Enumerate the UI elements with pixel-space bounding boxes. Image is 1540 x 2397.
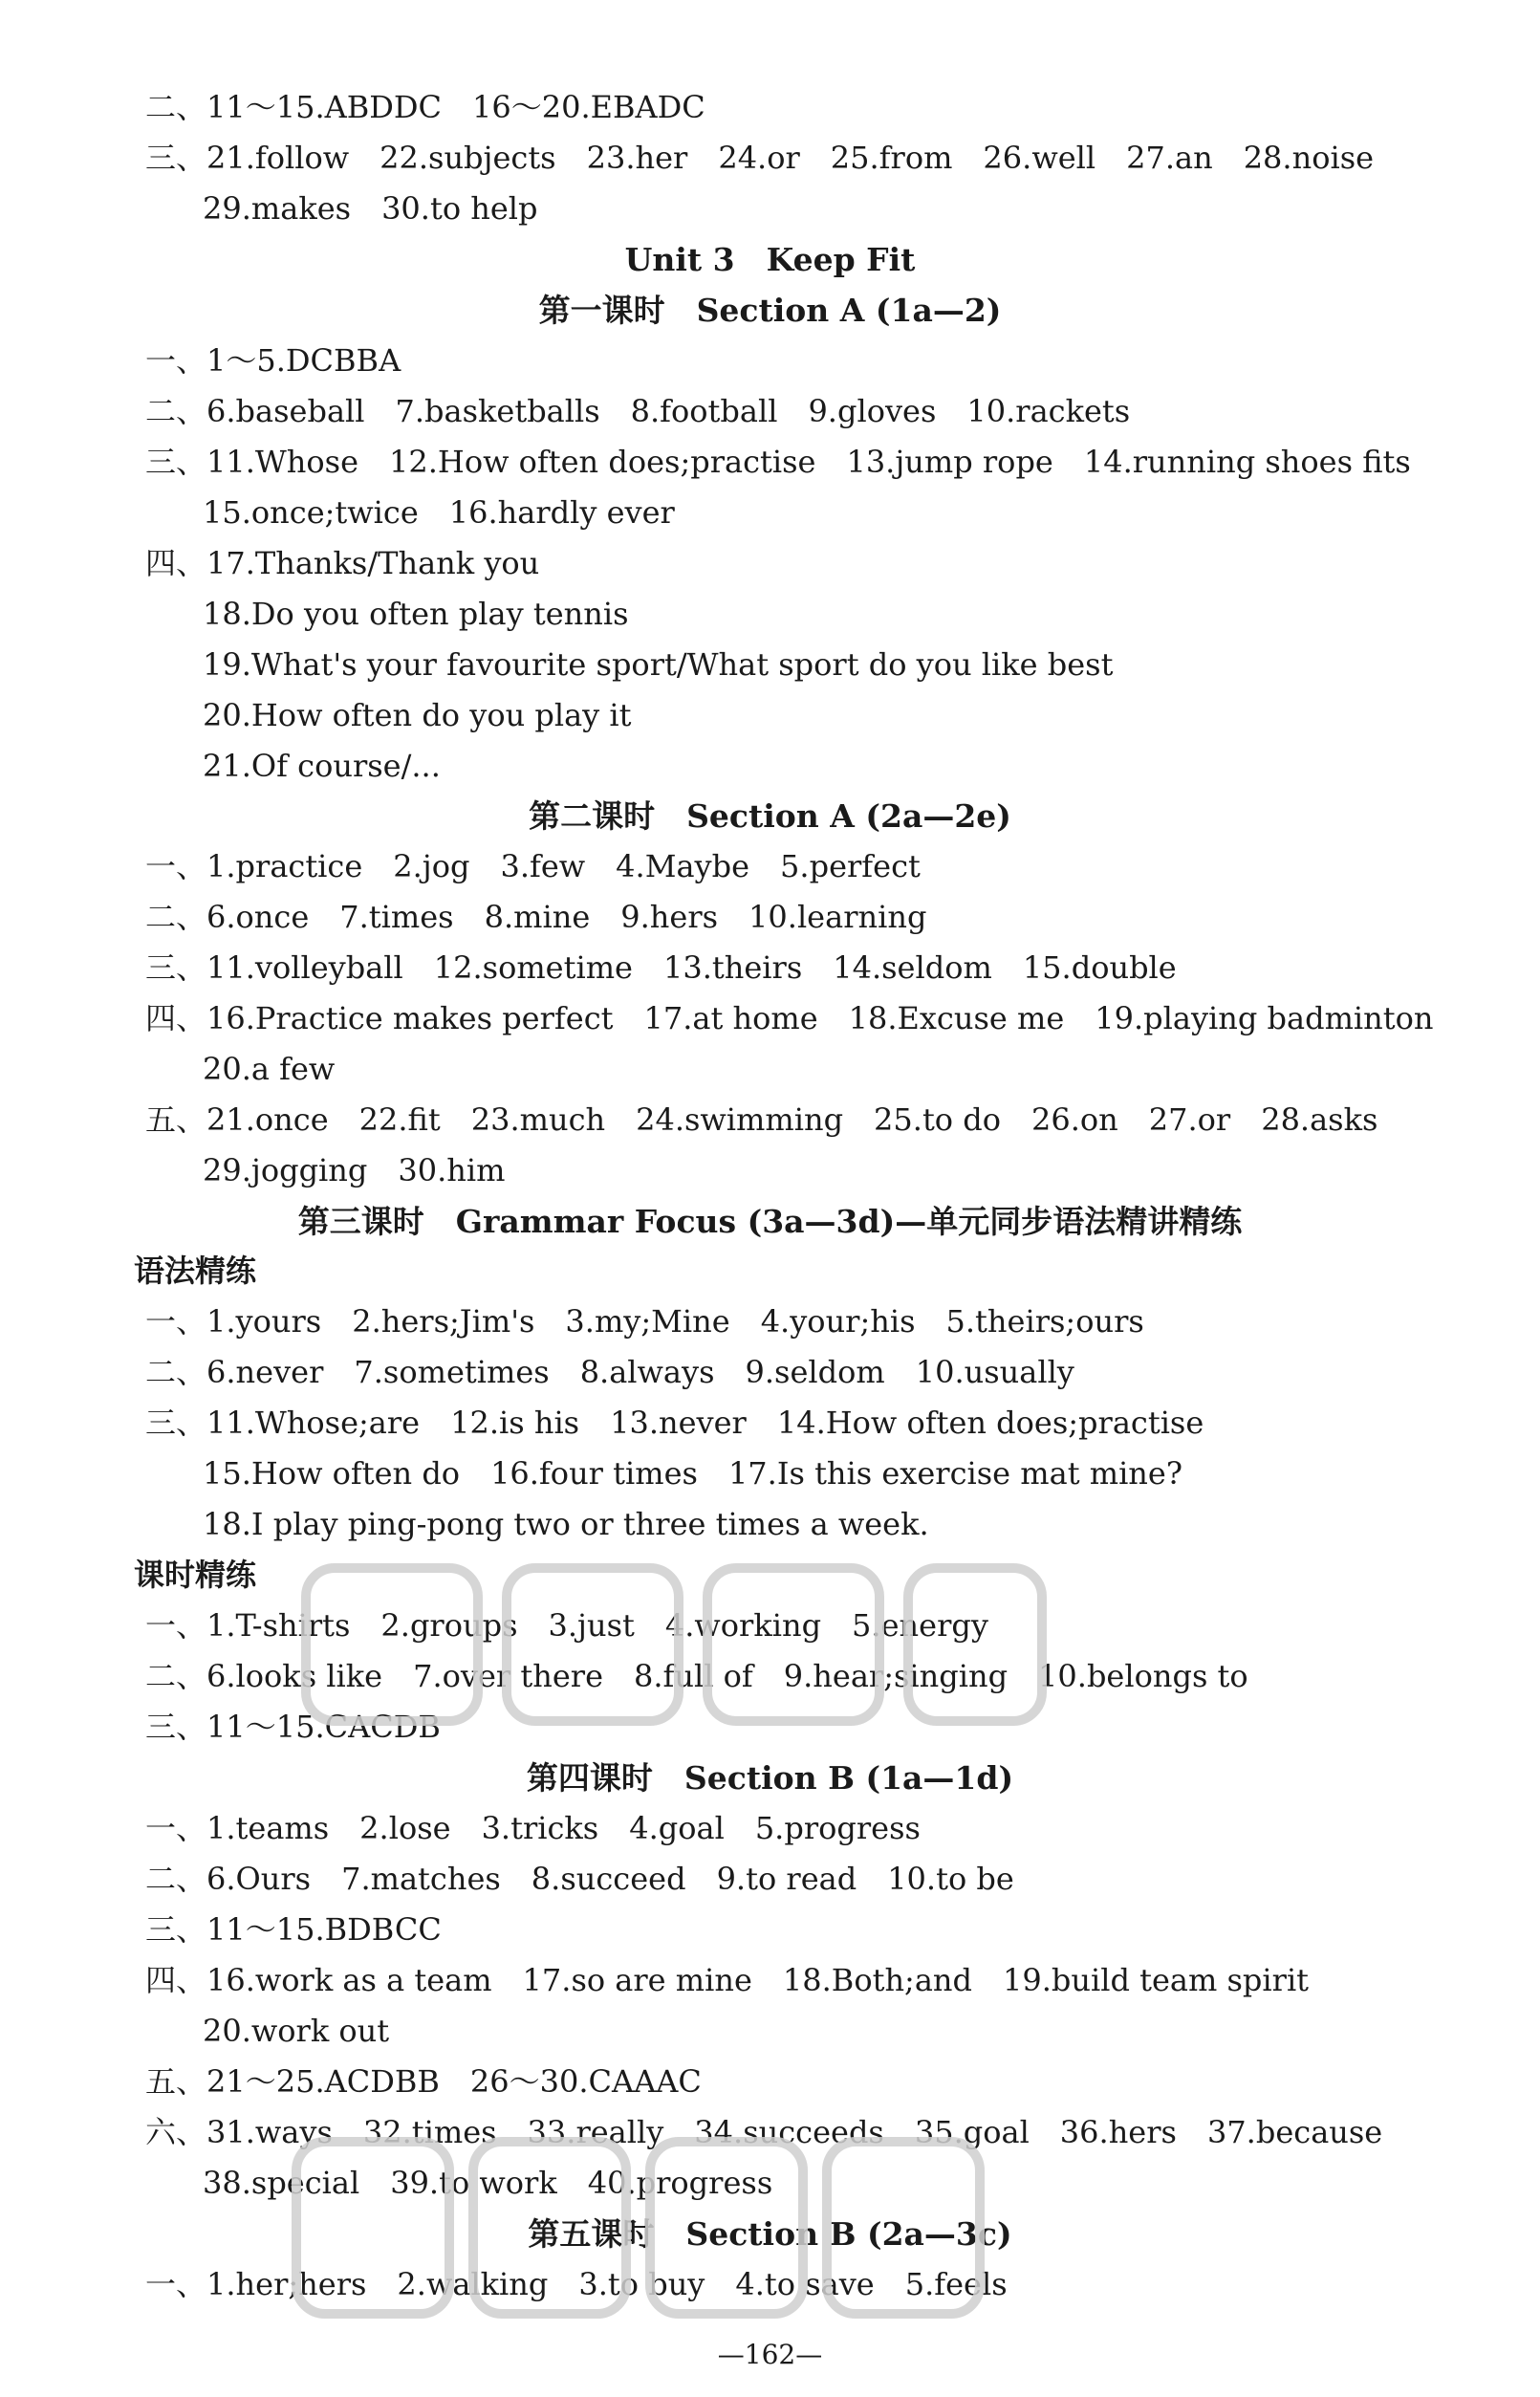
answer-line: 18.Do you often play tennis	[203, 596, 629, 632]
answer-line: 三、11.Whose 12.How often does;practise 13.jump rope 14.running shoes fits	[145, 444, 1411, 480]
answer-line: 三、21.follow 22.subjects 23.her 24.or 25.from 26.well 27.an 28.noise	[145, 140, 1375, 176]
answer-line: 四、16.Practice makes perfect 17.at home 18.Excuse me 19.playing badminton	[145, 1000, 1434, 1036]
answer-line: 二、6.baseball 7.basketballs 8.football 9.gloves 10.rackets	[145, 393, 1131, 429]
answer-line: 一、1.her;hers 2.walking 3.to buy 4.to save 5.feels	[145, 2266, 1008, 2302]
answer-line: 18.I play ping-pong two or three times a week.	[203, 1506, 929, 1542]
answer-line: 二、6.looks like 7.over there 8.full of 9.hear;singing 10.belongs to	[145, 1658, 1248, 1694]
answer-line: 二、6.once 7.times 8.mine 9.hers 10.learning	[145, 899, 927, 935]
page-number: —162—	[717, 2339, 823, 2370]
answer-line: 三、11.Whose;are 12.is his 13.never 14.How often does;practise	[145, 1405, 1204, 1441]
answer-line: 38.special 39.to work 40.progress	[203, 2165, 773, 2201]
answer-line: 一、1～5.DCBBA	[145, 342, 401, 379]
section-heading: 第三课时 Grammar Focus (3a—3d)—单元同步语法精讲精练	[297, 1203, 1243, 1240]
section-heading: 第五课时 Section B (2a—3c)	[528, 2215, 1012, 2253]
answer-line: 19.What's your favourite sport/What sport do you like best	[203, 646, 1114, 683]
answer-line: 五、21～25.ACDBB 26～30.CAAAC	[145, 2063, 702, 2100]
answer-line: 三、11～15.CACDB	[145, 1709, 441, 1745]
answer-line: 29.makes 30.to help	[203, 190, 538, 227]
answer-line: 20.How often do you play it	[203, 697, 632, 733]
answer-line: 20.a few	[203, 1051, 336, 1087]
sub-heading: 课时精练	[134, 1557, 257, 1593]
answer-line: 15.once;twice 16.hardly ever	[203, 494, 675, 531]
answer-line: 六、31.ways 32.times 33.really 34.succeeds 35.goal 36.hers 37.because	[145, 2114, 1383, 2150]
answer-line: 一、1.practice 2.jog 3.few 4.Maybe 5.perfect	[145, 848, 921, 884]
answer-line: 一、1.T-shirts 2.groups 3.just 4.working 5.energy	[145, 1607, 988, 1644]
answer-line: 四、17.Thanks/Thank you	[145, 545, 540, 581]
answer-line: 三、11～15.BDBCC	[145, 1911, 442, 1948]
answer-line: 五、21.once 22.fit 23.much 24.swimming 25.to do 26.on 27.or 28.asks	[145, 1101, 1378, 1138]
answer-line: 二、6.never 7.sometimes 8.always 9.seldom 10.usually	[145, 1354, 1074, 1390]
answer-line: 二、6.Ours 7.matches 8.succeed 9.to read 10.to be	[145, 1861, 1014, 1897]
answer-line: 三、11.volleyball 12.sometime 13.theirs 14.seldom 15.double	[145, 949, 1177, 986]
section-heading: 第二课时 Section A (2a—2e)	[529, 797, 1011, 835]
sub-heading: 语法精练	[134, 1253, 257, 1289]
answer-line: 二、11～15.ABDDC 16～20.EBADC	[145, 89, 705, 125]
answer-line: 21.Of course/...	[203, 748, 441, 784]
answer-line: 一、1.yours 2.hers;Jim's 3.my;Mine 4.your;his 5.theirs;ours	[145, 1303, 1144, 1340]
section-heading: 第一课时 Section A (1a—2)	[538, 292, 1002, 329]
section-heading: 第四课时 Section B (1a—1d)	[526, 1759, 1014, 1797]
answer-line: 四、16.work as a team 17.so are mine 18.Both;and 19.build team spirit	[145, 1962, 1310, 1998]
answer-line: 15.How often do 16.four times 17.Is this exercise mat mine?	[203, 1455, 1183, 1492]
answer-line: 一、1.teams 2.lose 3.tricks 4.goal 5.progress	[145, 1810, 921, 1846]
answer-line: 29.jogging 30.him	[203, 1152, 506, 1188]
answer-line: 20.work out	[203, 2013, 390, 2049]
section-heading: Unit 3 Keep Fit	[624, 241, 916, 278]
